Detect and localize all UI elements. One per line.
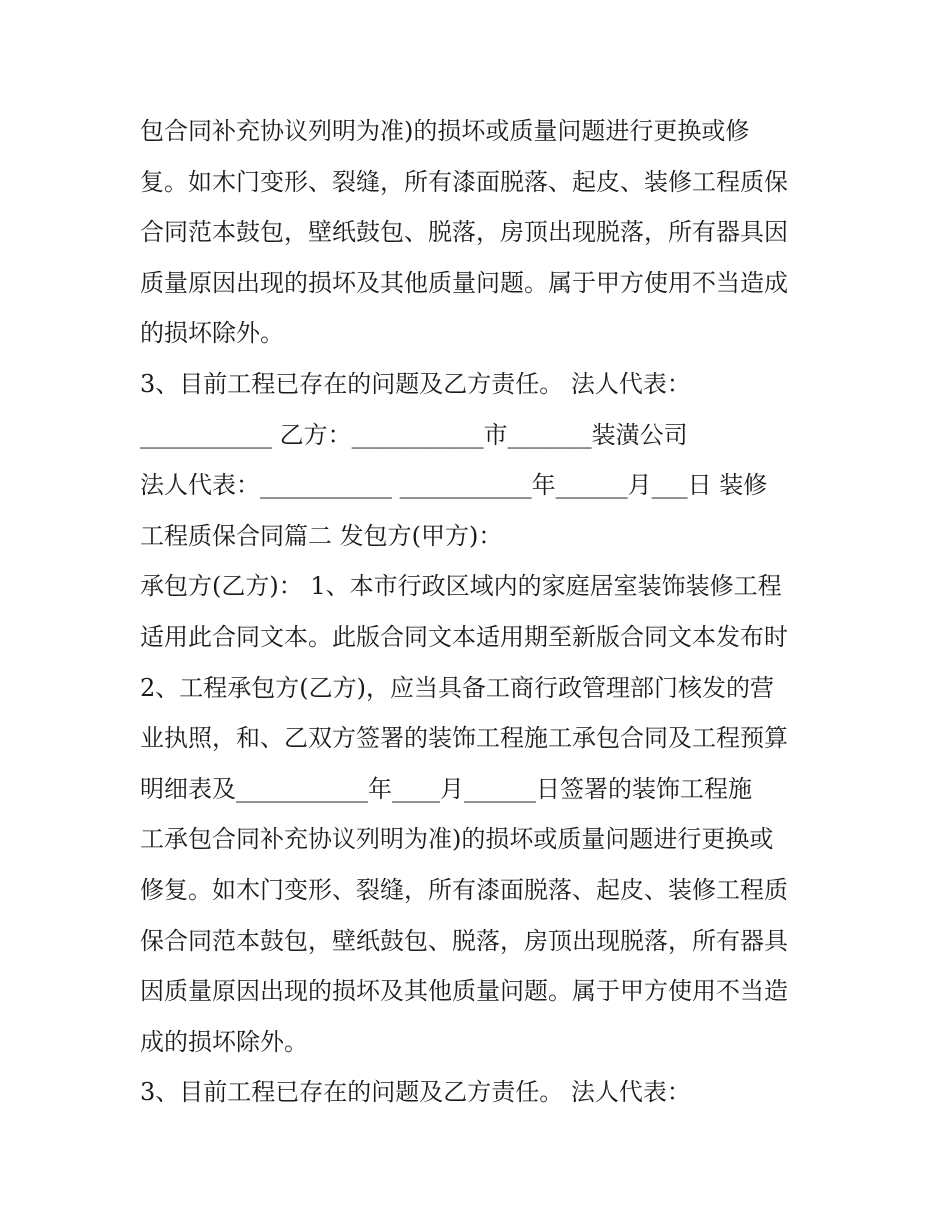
text-line: 业执照，和、乙双方签署的装饰工程施工承包合同及工程预算 bbox=[140, 724, 788, 753]
text-line: 质量原因出现的损坏及其他质量问题。属于甲方使用不当造成 bbox=[140, 268, 788, 297]
text-line: 包合同补充协议列明为准)的损坏或质量问题进行更换或修 bbox=[140, 117, 750, 145]
text-line: 明细表及___________年____月______日签署的装饰工程施 bbox=[140, 774, 752, 803]
text-line: 3、目前工程已存在的问题及乙方责任。 法人代表： bbox=[140, 369, 691, 398]
text-line: 成的损坏除外。 bbox=[140, 1027, 308, 1056]
text-line: ___________ 乙方：___________市_______装潢公司 bbox=[140, 420, 688, 449]
text-line: 修复。如木门变形、裂缝，所有漆面脱落、起皮、装修工程质 bbox=[140, 875, 788, 904]
text-line: 承包方(乙方)： 1、本市行政区域内的家庭居室装饰装修工程 bbox=[140, 572, 782, 601]
text-line: 3、目前工程已存在的问题及乙方责任。 法人代表： bbox=[140, 1078, 691, 1107]
text-line: 合同范本鼓包，壁纸鼓包、脱落，房顶出现脱落，所有器具因 bbox=[140, 218, 788, 247]
text-line: 保合同范本鼓包，壁纸鼓包、脱落，房顶出现脱落，所有器具 bbox=[140, 926, 788, 955]
text-line: 工程质保合同篇二 发包方(甲方)： bbox=[140, 521, 503, 550]
text-line: 复。如木门变形、裂缝，所有漆面脱落、起皮、装修工程质保 bbox=[140, 167, 788, 196]
document-body bbox=[140, 106, 820, 1118]
text-line: 2、工程承包方(乙方)，应当具备工商行政管理部门核发的营 bbox=[140, 673, 774, 702]
text-line: 的损坏除外。 bbox=[140, 319, 284, 348]
text-line: 因质量原因出现的损坏及其他质量问题。属于甲方使用不当造 bbox=[140, 977, 788, 1006]
text-line: 工承包合同补充协议列明为准)的损坏或质量问题进行更换或 bbox=[140, 825, 774, 854]
text-line: 法人代表：___________ ___________年______月___日 装修 bbox=[140, 471, 768, 500]
text-line: 适用此合同文本。此版合同文本适用期至新版合同文本发布时 bbox=[140, 622, 788, 651]
